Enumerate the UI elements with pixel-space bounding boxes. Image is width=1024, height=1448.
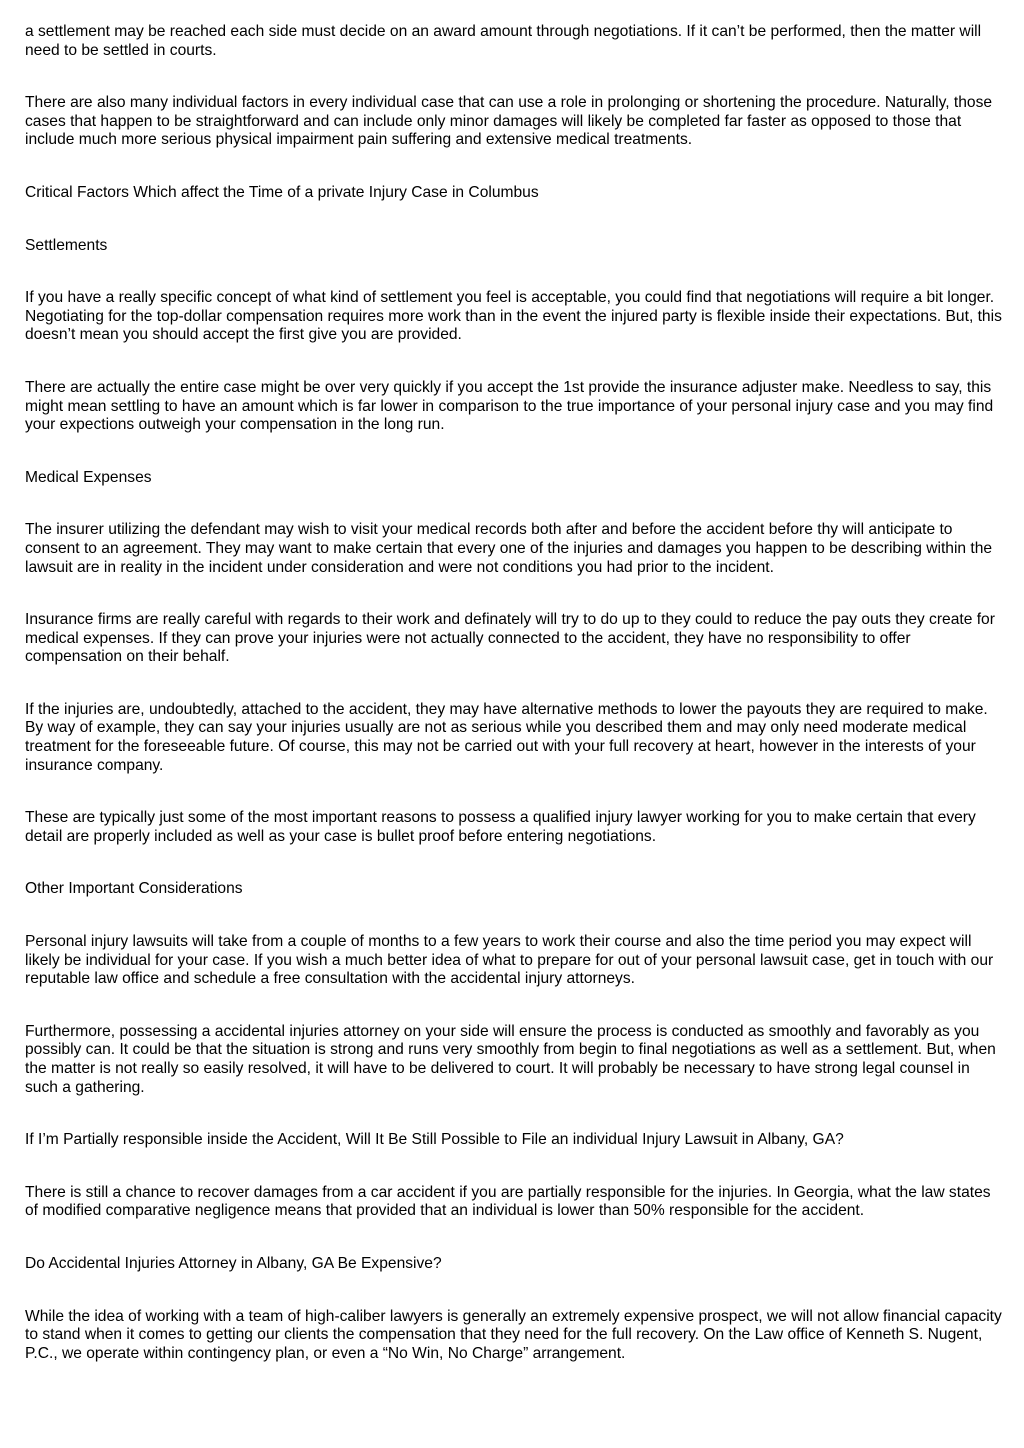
- paragraph-injuries-attached: If the injuries are, undoubtedly, attached to the accident, they may have alternative methods to lower the payouts they are required to make. By way of example, they can say your injuries usually are not as serious while you described them and may only need moderate medical treatment for the foreseeable future. Of course, this may not be carried out with your full recovery at heart, however in the interests of your insurance company.: [25, 700, 988, 774]
- paragraph-individual-factors: There are also many individual factors in every individual case that can use a role in prolonging or shortening the procedure. Naturally, those cases that happen to be straightforward and can include only minor damages will likely be completed far faster as opposed to those that include much more serious physical impairment pain suffering and extensive medical treatments.: [25, 94, 993, 149]
- heading-attorney-expensive: Do Accidental Injuries Attorney in Albany, GA Be Expensive?: [25, 1254, 442, 1272]
- document-page: [25, 23, 1005, 1397]
- heading-other-considerations: Other Important Considerations: [25, 880, 243, 898]
- paragraph-medical-records: The insurer utilizing the defendant may wish to visit your medical records both after and before the accident before thy will anticipate to consent to an agreement. They may want to make certain that every one of the injuries and damages you happen to be describing within the lawsuit are in reality in the incident under consideration and were not conditions you had prior to the incident.: [25, 521, 993, 576]
- heading-settlements: Settlements: [25, 236, 108, 254]
- paragraph-comparative-negligence: There is still a chance to recover damages from a car accident if you are partially responsible for the injuries. In Georgia, what the law states of modified comparative negligence means that provided that an individual is lower than 50% responsible for the accident.: [25, 1183, 991, 1220]
- paragraph-first-offer: There are actually the entire case might be over very quickly if you accept the 1st provide the insurance adjuster make. Needless to say, this might mean settling to have an amount which is far lower in comparison to the true importance of your personal injury case and you may find your expections outweigh your compensation in the long run.: [25, 378, 994, 434]
- heading-partially-responsible: If I’m Partially responsible inside the Accident, Will It Be Still Possible to File an individual Injury Lawsuit in Albany, GA?: [25, 1131, 844, 1149]
- paragraph-contingency-plan: While the idea of working with a team of high-caliber lawyers is generally an extremely expensive prospect, we will not allow financial capacity to stand when it comes to getting our clients the compensation that they need for the full recovery. On the Law office of Kenneth S. Nugent, P.C., we operate within contingency plan, or even a “No Win, No Charge” arrangement.: [25, 1307, 1002, 1362]
- paragraph-settlement-intro: a settlement may be reached each side must decide on an award amount through negotiations. If it can’t be performed, then the matter will need to be settled in courts.: [25, 23, 982, 59]
- paragraph-insurance-firms: Insurance firms are really careful with regards to their work and definately will try to do up to they could to reduce the pay outs they create for medical expenses. If they can prove your injuries were not actually connected to the accident, they have no responsibility to offer compensation on their behalf.: [25, 611, 995, 666]
- paragraph-settlement-concept: If you have a really specific concept of what kind of settlement you feel is acceptable, you could find that negotiations will require a bit longer. Negotiating for the top-dollar compensation requires more work than in the event the injured party is flexible inside their expectations. But, this doesn’t mean you should accept the first give you are provided.: [25, 289, 1002, 344]
- paragraph-important-reasons: These are typically just some of the most important reasons to possess a qualified injury lawyer working for you to make certain that every detail are properly included as well as your case is bullet proof before entering negotiations.: [25, 809, 976, 845]
- paragraph-lawsuit-duration: Personal injury lawsuits will take from a couple of months to a few years to work their course and also the time period you may expect will likely be individual for your case. If you wish a much better idea of what to prepare for out of your personal lawsuit case, get in touch with our reputable law office and schedule a free consultation with the accidental injury attorneys.: [25, 933, 994, 988]
- heading-critical-factors: Critical Factors Which affect the Time of a private Injury Case in Columbus: [25, 183, 539, 201]
- heading-medical-expenses: Medical Expenses: [25, 468, 152, 486]
- paragraph-attorney-on-side: Furthermore, possessing a accidental injuries attorney on your side will ensure the process is conducted as smoothly and favorably as you possibly can. It could be that the situation is strong and runs very smoothly from begin to final negotiations as well as a settlement. But, when the matter is not really so easily resolved, it will have to be delivered to court. It will probably be necessary to have strong legal counsel in such a gathering.: [25, 1022, 996, 1096]
